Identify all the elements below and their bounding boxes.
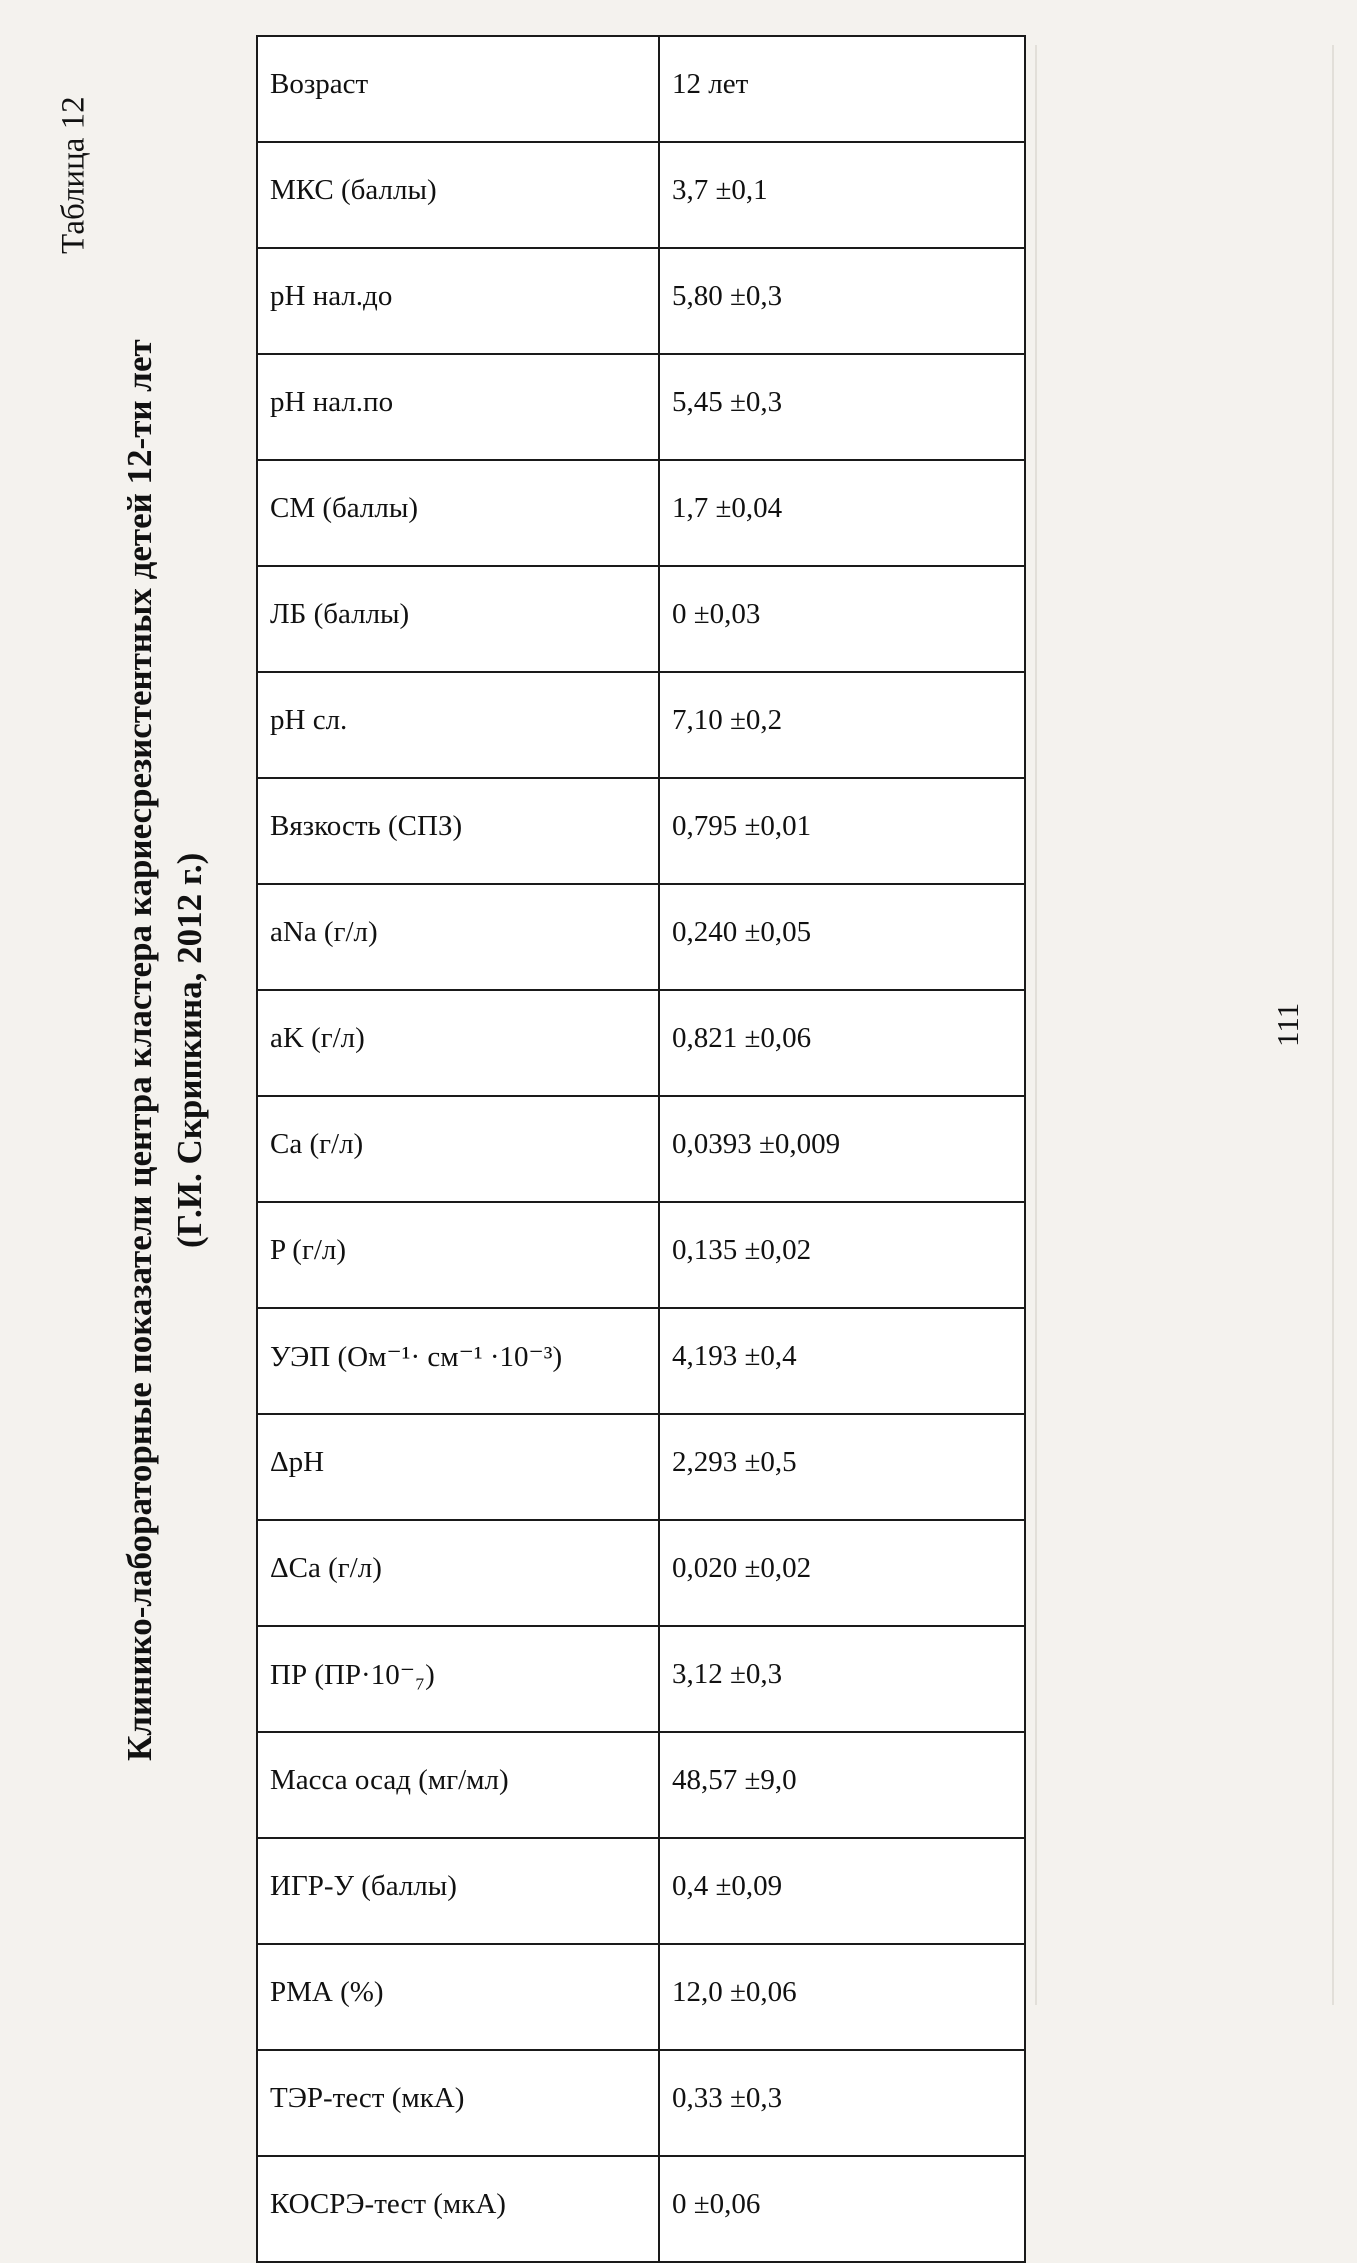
- indicator-value: 5,80 ±0,3: [659, 248, 1025, 354]
- indicator-name: aNa (г/л): [257, 884, 659, 990]
- table-row: [257, 2050, 1025, 2156]
- indicator-name: РМА (%): [257, 1944, 659, 2050]
- indicator-value: 4,193 ±0,4: [659, 1308, 1025, 1414]
- indicator-name: КОСРЭ-тест (мкА): [257, 2156, 659, 2262]
- table-title: Клинико-лабораторные показатели центра кластера кариесрезистентных детей 12-ти лет: [120, 339, 159, 1761]
- indicator-name: УЭП (Ом⁻¹· см⁻¹ ·10⁻³): [257, 1308, 659, 1414]
- indicator-name: рН нал.до: [257, 248, 659, 354]
- indicator-value: 0 ±0,06: [659, 2156, 1025, 2262]
- page-number: 111: [1270, 1002, 1305, 1048]
- table-row: [257, 1414, 1025, 1520]
- indicator-value: 5,45 ±0,3: [659, 354, 1025, 460]
- table-row: [257, 248, 1025, 354]
- indicator-value: 0,4 ±0,09: [659, 1838, 1025, 1944]
- indicator-name: рН сл.: [257, 672, 659, 778]
- data-table: [256, 35, 1026, 2263]
- table-title-author: (Г.И. Скрипкина, 2012 г.): [170, 852, 209, 1248]
- table-row: [257, 1520, 1025, 1626]
- indicator-value: 12,0 ±0,06: [659, 1944, 1025, 2050]
- table-row: [257, 1732, 1025, 1838]
- table-row: [257, 1308, 1025, 1414]
- indicator-value: 0,795 ±0,01: [659, 778, 1025, 884]
- indicator-name: Масса осад (мг/мл): [257, 1732, 659, 1838]
- table-row: [257, 1838, 1025, 1944]
- indicator-value: 1,7 ±0,04: [659, 460, 1025, 566]
- indicator-value: 0,0393 ±0,009: [659, 1096, 1025, 1202]
- table-row: [257, 778, 1025, 884]
- table-row: [257, 142, 1025, 248]
- indicator-value: 3,7 ±0,1: [659, 142, 1025, 248]
- table-row: [257, 1202, 1025, 1308]
- indicator-name: МКС (баллы): [257, 142, 659, 248]
- indicator-value: 0,020 ±0,02: [659, 1520, 1025, 1626]
- table-row: [257, 1096, 1025, 1202]
- indicator-name: ЛБ (баллы): [257, 566, 659, 672]
- table-row: [257, 566, 1025, 672]
- indicator-value: 3,12 ±0,3: [659, 1626, 1025, 1732]
- table-label: Таблица 12: [55, 96, 92, 254]
- indicator-name: ИГР-У (баллы): [257, 1838, 659, 1944]
- table-row: [257, 884, 1025, 990]
- table-row: [257, 354, 1025, 460]
- table-row: [257, 36, 1025, 142]
- table-row: [257, 1626, 1025, 1732]
- indicator-name: Ca (г/л): [257, 1096, 659, 1202]
- indicator-name: Вязкость (СПЗ): [257, 778, 659, 884]
- indicator-value: 48,57 ±9,0: [659, 1732, 1025, 1838]
- indicator-value: 0 ±0,03: [659, 566, 1025, 672]
- indicator-value: 7,10 ±0,2: [659, 672, 1025, 778]
- table-row: [257, 2156, 1025, 2262]
- indicator-value: 0,135 ±0,02: [659, 1202, 1025, 1308]
- indicator-name: ΔCa (г/л): [257, 1520, 659, 1626]
- table-row: [257, 672, 1025, 778]
- indicator-name: рН нал.по: [257, 354, 659, 460]
- table-row: [257, 1944, 1025, 2050]
- table-row: [257, 990, 1025, 1096]
- indicator-name: ΔpH: [257, 1414, 659, 1520]
- indicator-name: ПР (ПР·10⁻₇): [257, 1626, 659, 1732]
- indicator-name: ТЭР-тест (мкА): [257, 2050, 659, 2156]
- indicator-value: 2,293 ±0,5: [659, 1414, 1025, 1520]
- indicator-value: 0,33 ±0,3: [659, 2050, 1025, 2156]
- indicator-name: СМ (баллы): [257, 460, 659, 566]
- indicator-value: 0,821 ±0,06: [659, 990, 1025, 1096]
- indicator-name: aK (г/л): [257, 990, 659, 1096]
- indicator-name: Возраст: [257, 36, 659, 142]
- table-row: [257, 460, 1025, 566]
- indicator-value: 12 лет: [659, 36, 1025, 142]
- indicator-name: P (г/л): [257, 1202, 659, 1308]
- indicator-value: 0,240 ±0,05: [659, 884, 1025, 990]
